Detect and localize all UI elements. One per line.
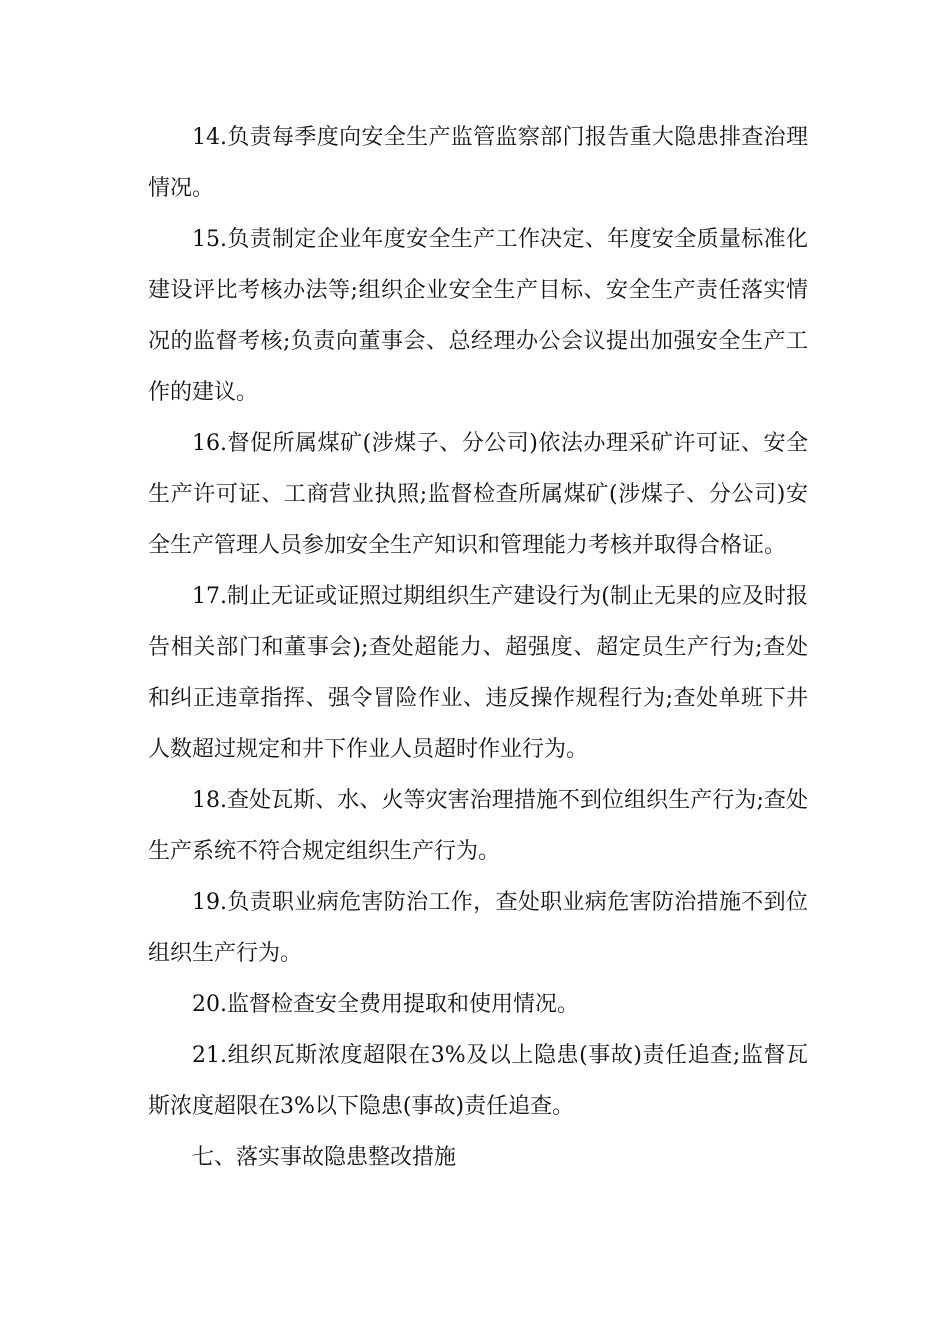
document-body: [148, 112, 808, 1183]
paragraph-15: 15.负责制定企业年度安全生产工作决定、年度安全质量标准化建设评比考核办法等;组织企业安全生产目标、安全生产责任落实情况的监督考核;负责向董事会、总经理办公会议提出加强安全生产工作的建议。: [148, 227, 808, 405]
paragraph-17: 17.制止无证或证照过期组织生产建设行为(制止无果的应及时报告相关部门和董事会);查处超能力、超强度、超定员生产行为;查处和纠正违章指挥、强令冒险作业、违反操作规程行为;查处单班下井人数超过规定和井下作业人员超时作业行为。: [148, 584, 808, 762]
paragraph-16: 16.督促所属煤矿(涉煤子、分公司)依法办理采矿许可证、安全生产许可证、工商营业执照;监督检查所属煤矿(涉煤子、分公司)安全生产管理人员参加安全生产知识和管理能力考核并取得合格证。: [148, 431, 808, 558]
paragraph-19: 19.负责职业病危害防治工作，查处职业病危害防治措施不到位组织生产行为。: [148, 890, 808, 966]
paragraph-20: 20.监督检查安全费用提取和使用情况。: [192, 992, 579, 1017]
paragraph-21: 21.组织瓦斯浓度超限在3%及以上隐患(事故)责任追查;监督瓦斯浓度超限在3%以下隐患(事故)责任追查。: [148, 1043, 808, 1119]
paragraph-14: 14.负责每季度向安全生产监管监察部门报告重大隐患排查治理情况。: [148, 125, 808, 201]
paragraph-18: 18.查处瓦斯、水、火等灾害治理措施不到位组织生产行为;查处生产系统不符合规定组织生产行为。: [148, 788, 808, 864]
section-heading-7: 七、落实事故隐患整改措施: [192, 1145, 457, 1170]
